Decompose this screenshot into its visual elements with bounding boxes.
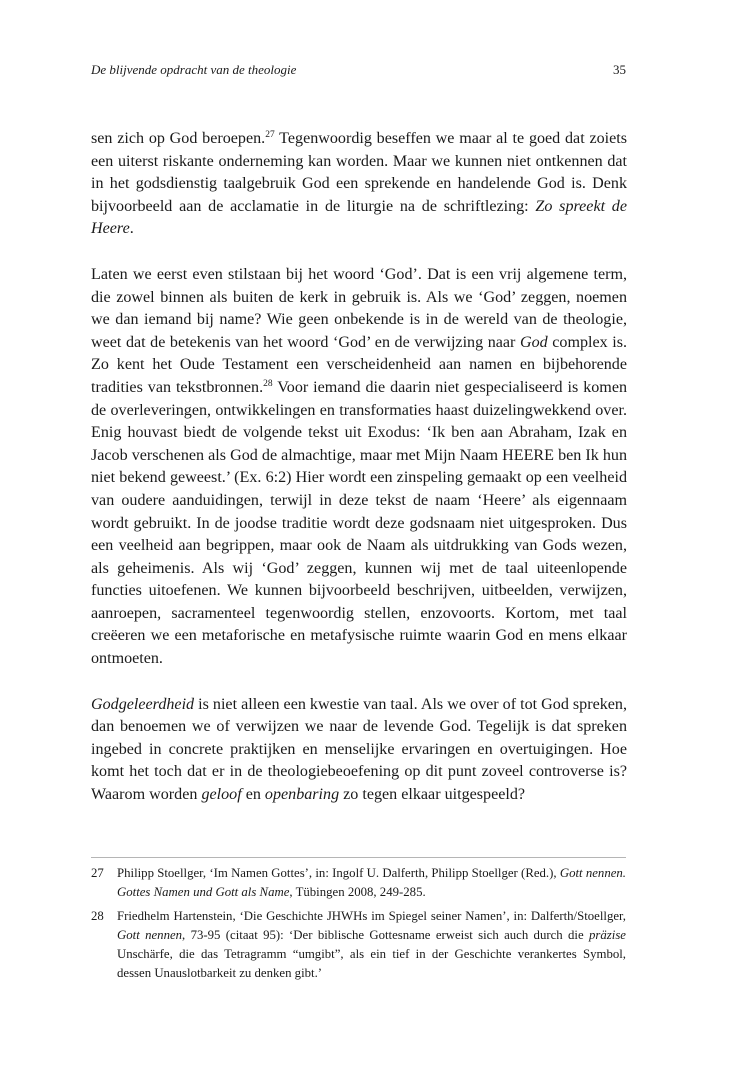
fn27-text-1: Philipp Stoellger, ‘Im Namen Gottes’, in: Ingolf U. Dalferth, Philipp Stoellger (Red.), bbox=[117, 866, 560, 880]
fn28-emphasis: präzise bbox=[589, 927, 626, 942]
footnote-text bbox=[117, 864, 626, 903]
footnote-27 bbox=[91, 864, 626, 903]
footnote-text bbox=[117, 907, 626, 984]
running-title: De blijvende opdracht van de theologie bbox=[91, 62, 297, 77]
page-number: 35 bbox=[613, 62, 626, 77]
p3-text-3: zo tegen elkaar uitgespeeld? bbox=[339, 786, 526, 804]
p1-text-3: . bbox=[129, 220, 134, 238]
fn28-text-2: , 73-95 (citaat 95): ‘Der biblische Gottesname erweist sich auch durch die bbox=[182, 927, 590, 942]
p3-emphasis-3: openbaring bbox=[264, 786, 340, 804]
p2-text-1: Laten we eerst even stilstaan bij het woord ‘God’. Dat is een vrij algemene term, die zowel binnen als buiten de kerk in gebruik is. Als we ‘God’ zeggen, noemen we dan iemand bij name? Wie geen onbekende is in de wereld van de theologie, weet dat de betekenis van het woord ‘God’ en de verwijzing naar bbox=[91, 265, 627, 351]
p3-emphasis-1: Godgeleerdheid bbox=[91, 695, 195, 713]
p3-emphasis-2: geloof bbox=[201, 786, 242, 804]
main-text bbox=[91, 128, 627, 830]
p2-text-3: Voor iemand die daarin niet gespecialiseerd is komen de overleveringen, ontwikkelingen en transformaties haast duizelingwekkend over. Enig houvast biedt de volgende tekst uit Exodus: ‘Ik ben aan Abraham, Izak en Jacob verschenen als God de almachtige, maar met Mijn Naam HEERE ben Ik hun niet bekend geweest.’ (Ex. 6:2) Hier wordt een zinspeling gemaakt op een veelheid van oudere aanduidingen, terwijl in deze tekst de naam ‘Heere’ als eigennaam wordt gebruikt. In de joodse traditie wordt deze godsnaam niet uitgesproken. Dus een veelheid aan begrippen, maar ook de Naam als uitdrukking van Gods wezen, als geheimenis. Als wij ‘God’ zeggen, kunnen wij met de taal uiteenlopende functies uitoefenen. We kunnen bijvoorbeeld beschrijven, uitbeelden, verwijzen, aanroepen, sacramenteel tegenwoordig stellen, enzovoorts. Kortom, met taal creëeren we een metaforische en metafysische ruimte waarin God en mens elkaar ontmoeten. bbox=[91, 378, 628, 668]
paragraph-1 bbox=[91, 128, 627, 241]
fn27-text-2: , Tübingen 2008, 249-285. bbox=[289, 885, 426, 900]
footnote-ref-28[interactable]: 28 bbox=[263, 378, 273, 389]
paragraph-2 bbox=[91, 264, 627, 671]
fn28-text-3: Unschärfe, die das Tetragramm “umgibt”, als ein tief in der Geschichte verankertes Symbol, dessen Unauslotbarkeit zu denken gibt.’ bbox=[117, 947, 626, 981]
p3-text-1: is niet alleen een kwestie van taal. Als we over of tot God spreken, dan benoemen we of verwijzen we naar de levende God. Tegelijk is dat spreken ingebed in concrete praktijken en menselijke ervaringen en overtuigingen. Hoe komt het toch dat er in de theologiebeoefening op dit punt zoveel controverse is? Waarom worden bbox=[91, 695, 627, 804]
p2-text-2: complex is. Zo kent het Oude Testament een verscheidenheid aan namen en bijbehorende tradities van tekstbronnen. bbox=[91, 333, 627, 396]
p1-text-1: sen zich op God beroepen. bbox=[91, 130, 266, 147]
footnote-number: 27 bbox=[91, 866, 104, 880]
p3-text-2: en bbox=[241, 786, 265, 804]
p1-text-2: Tegenwoordig beseffen we maar al te goed dat zoiets een uiterst riskante onderneming kan worden. Maar we kunnen niet ontkennen dat in het godsdienstig taalgebruik God een sprekende en handelende God is. Denk bijvoorbeeld aan de acclamatie in de liturgie na de schriftlezing: bbox=[91, 130, 627, 215]
fn28-title: Gott nennen bbox=[117, 927, 183, 942]
running-header bbox=[91, 62, 626, 78]
fn27-title: Gott nennen. Gottes Namen und Gott als Name bbox=[117, 866, 626, 900]
footnotes bbox=[91, 864, 626, 988]
p1-quote: Zo spreekt de Heere bbox=[91, 197, 627, 238]
footnote-number: 28 bbox=[91, 908, 104, 923]
paragraph-3 bbox=[91, 694, 627, 807]
footnote-28 bbox=[91, 907, 626, 984]
footnote-divider bbox=[91, 857, 626, 858]
fn28-text-1: Friedhelm Hartenstein, ‘Die Geschichte JHWHs im Spiegel seiner Namen’, in: Dalferth/​Stoellger, bbox=[117, 908, 626, 923]
footnote-ref-27[interactable]: 27 bbox=[265, 130, 275, 140]
p2-emphasis: God bbox=[519, 333, 548, 351]
